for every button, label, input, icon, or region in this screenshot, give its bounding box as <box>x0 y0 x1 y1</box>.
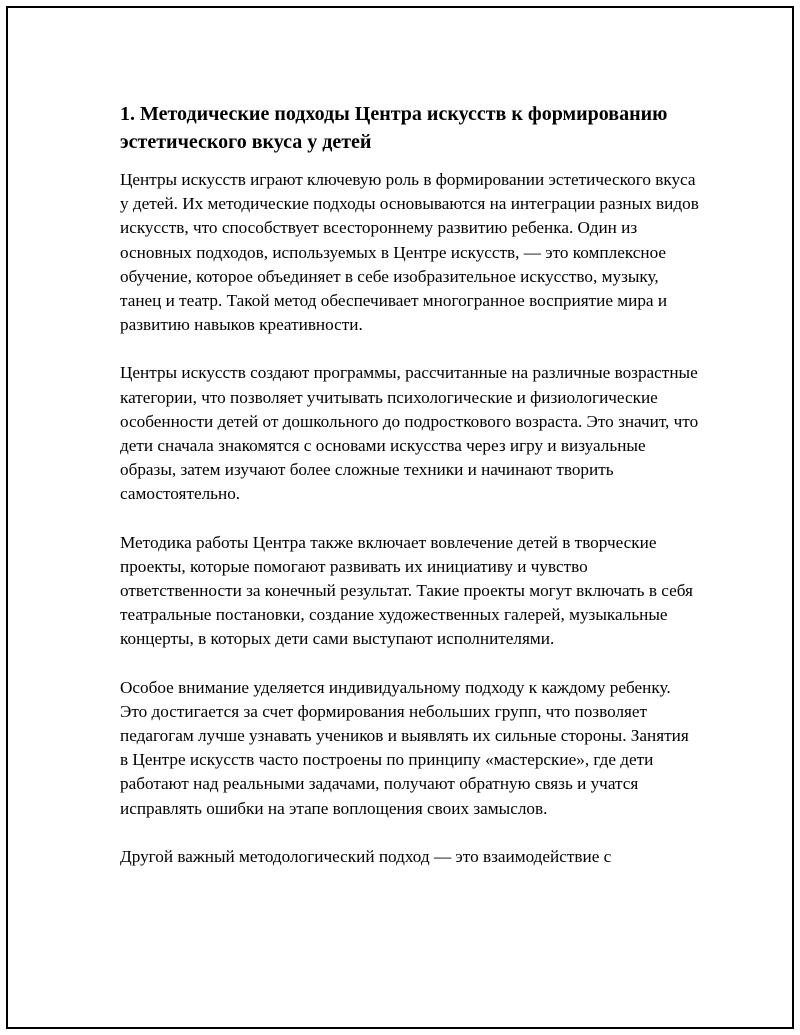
paragraph-1: Центры искусств играют ключевую роль в формировании эстетического вкуса у детей. Их методические подходы основываются на интеграции разных видов искусств, что способствует всестороннему развитию ребенка. Один из основных подходов, используемых в Центре искусств, — это комплексное обучение, которое объединяет в себе изобразительное искусство, музыку, танец и театр. Такой метод обеспечивает многогранное восприятие мира и развитию навыков креативности. <box>120 170 699 335</box>
paragraph-3: Методика работы Центра также включает вовлечение детей в творческие проекты, которые помогают развивать их инициативу и чувство ответственности за конечный результат. Такие проекты могут включать в себя театральные постановки, создание художественных галерей, музыкальные концерты, в которых дети сами выступают исполнителями. <box>120 532 693 649</box>
paragraph-5: Другой важный методологический подход — это взаимодействие с <box>120 846 612 866</box>
paragraph-4: Особое внимание уделяется индивидуальному подходу к каждому ребенку. Это достигается за счет формирования небольших групп, что позволяет педагогам лучше узнавать учеников и выявлять их сильные стороны. Занятия в Центре искусств часто построены по принципу «мастерские», где дети работают над реальными задачами, получают обратную связь и учатся исправлять ошибки на этапе воплощения своих замыслов. <box>120 677 689 818</box>
page-frame <box>6 6 794 1029</box>
paragraph-2: Центры искусств создают программы, рассчитанные на различные возрастные категории, что позволяет учитывать психологические и физиологические особенности детей от дошкольного до подросткового возраста. Это значит, что дети сначала знакомятся с основами искусства через игру и визуальные образы, затем изучают более сложные техники и начинают творить самостоятельно. <box>120 363 699 504</box>
section-heading: 1. Методические подходы Центра искусств к формированию эстетического вкуса у детей <box>120 103 668 153</box>
document-content <box>120 100 700 893</box>
